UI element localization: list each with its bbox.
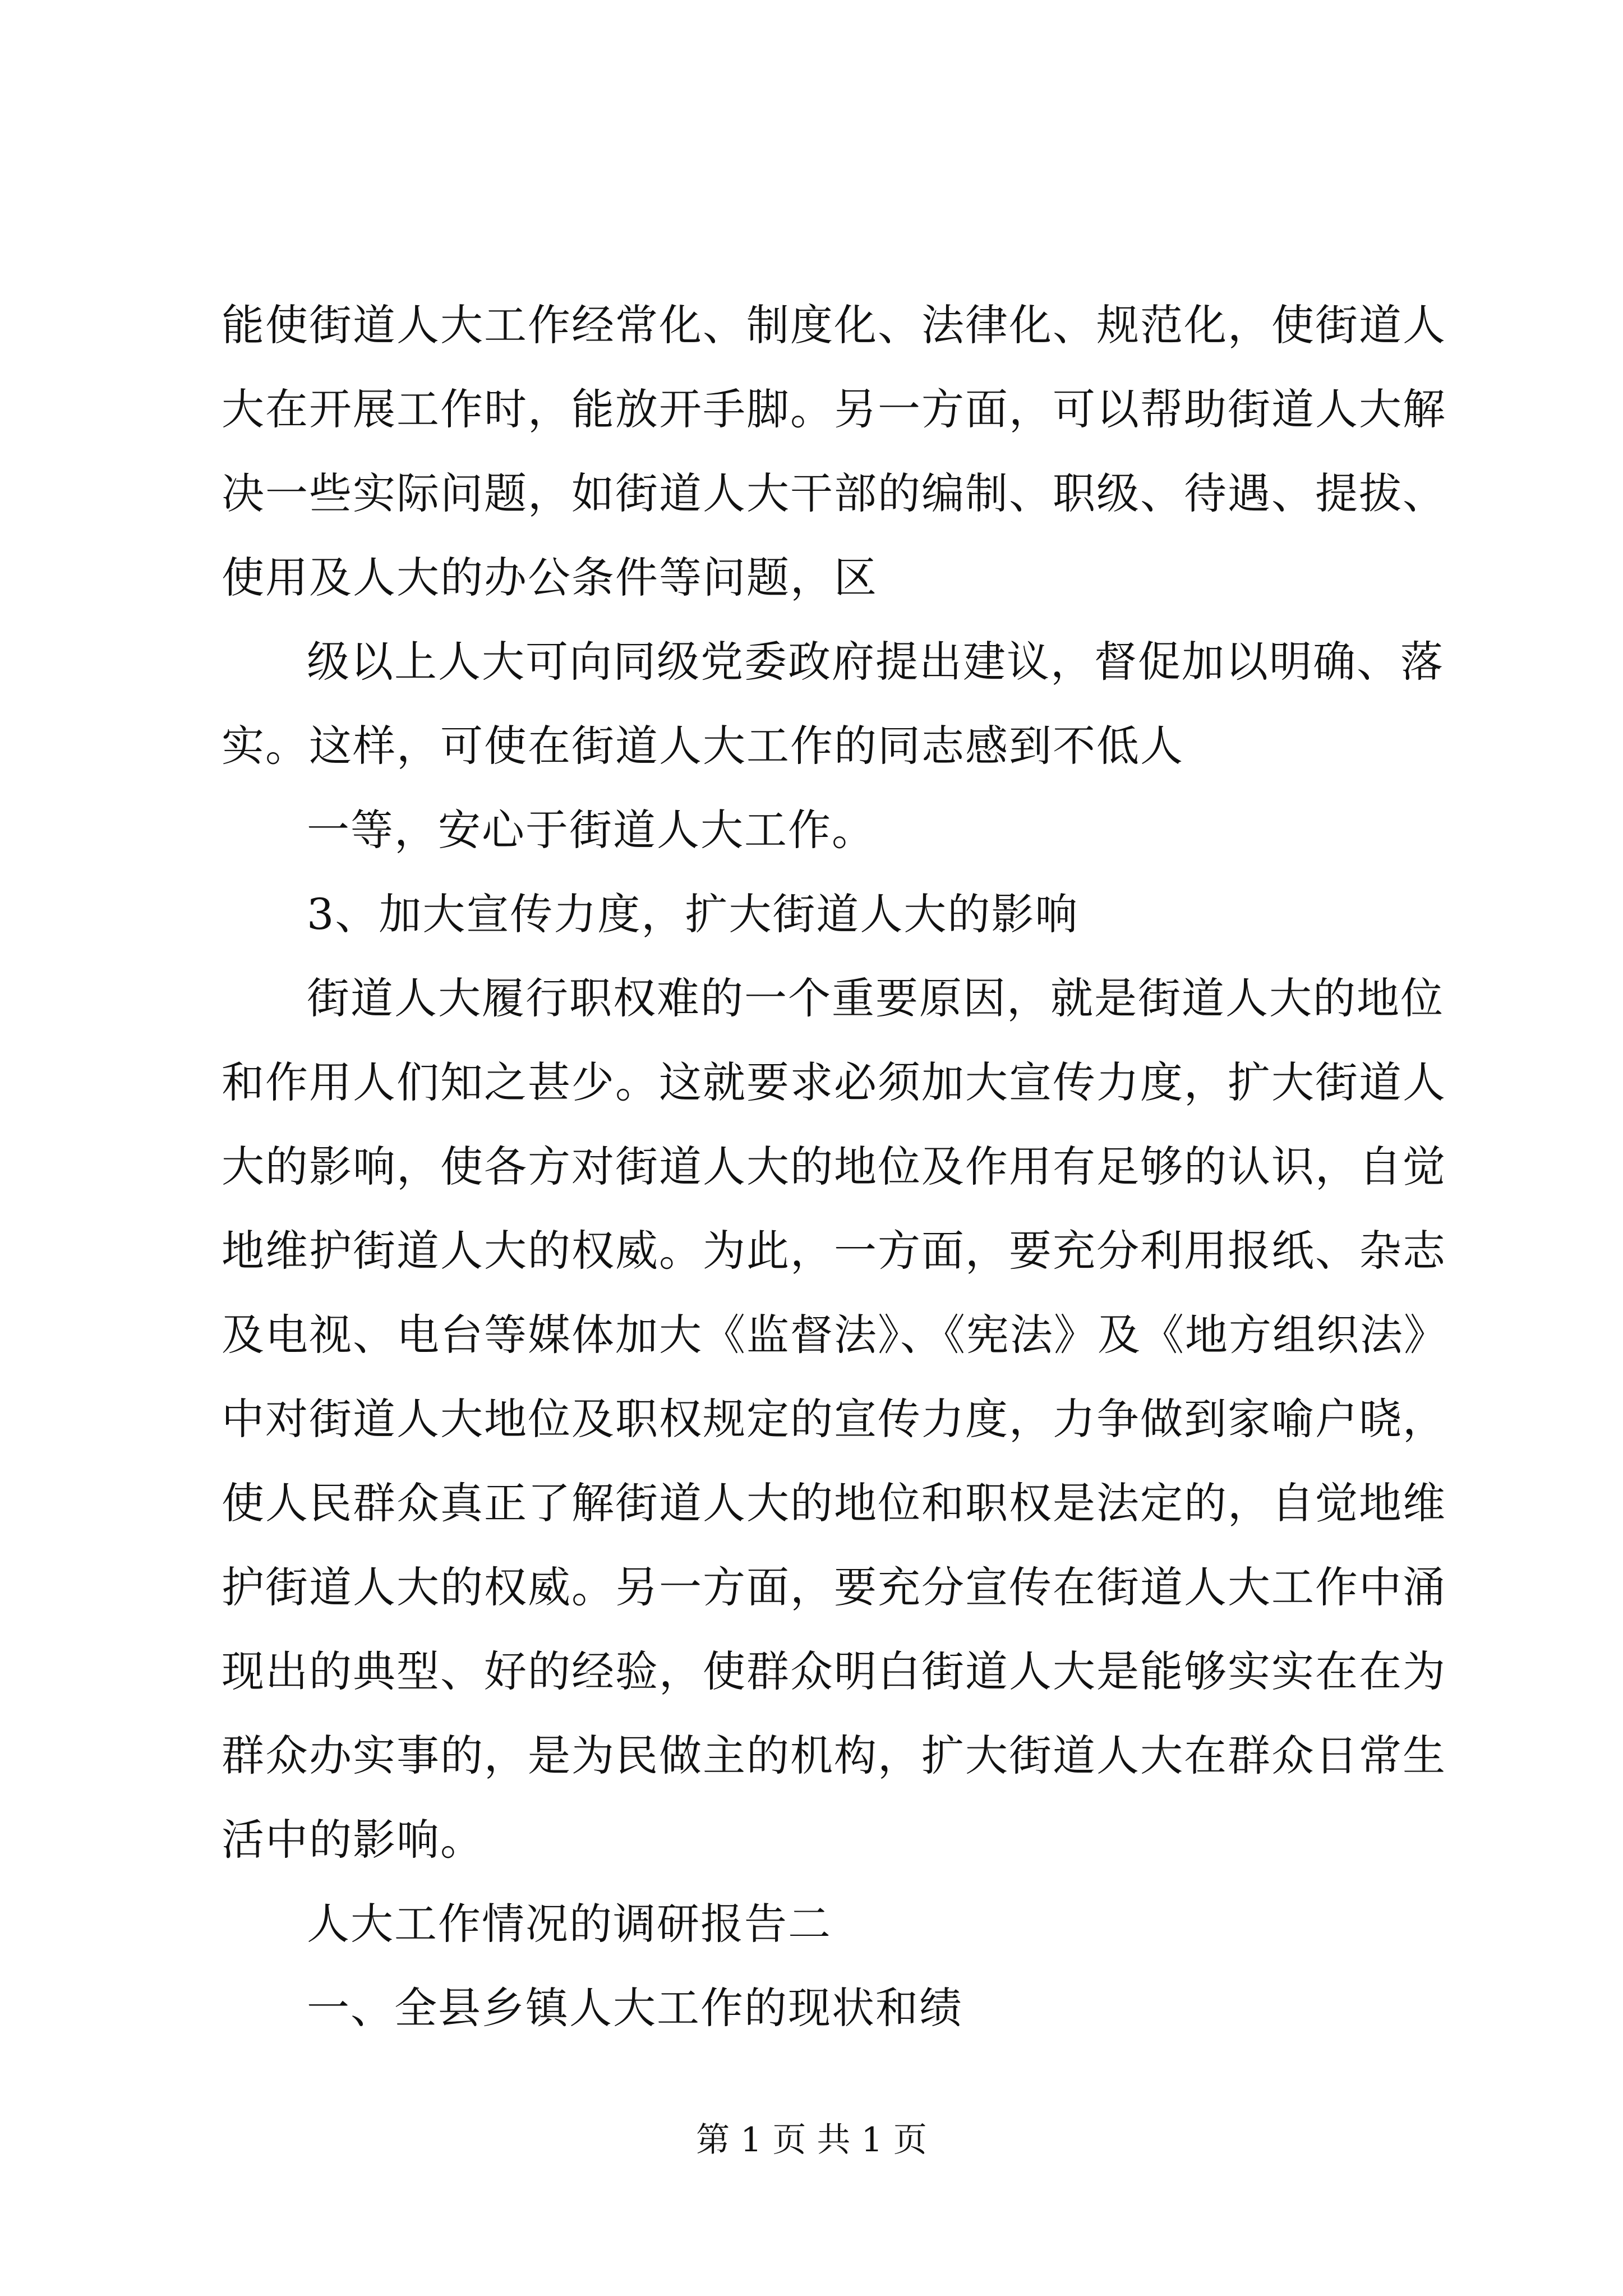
body-text [222,297,1447,2064]
text-line: 和作用人们知之甚少。这就要求必须加大宣传力度，扩大街道人 [222,1057,1446,1107]
text-line: 地维护街道人大的权威。为此，一方面，要充分利用报纸、杂志 [222,1226,1446,1276]
text-line: 使人民群众真正了解街道人大的地位和职权是法定的，自觉地维 [222,1478,1446,1528]
text-line: 护街道人大的权威。另一方面，要充分宣传在街道人大工作中涌 [222,1562,1446,1612]
text-line: 大的影响，使各方对街道人大的地位及作用有足够的认识，自觉 [222,1142,1446,1191]
text-line: 人大工作情况的调研报告二 [307,1899,832,1949]
text-line: 使用及人大的办公条件等问题，区 [222,553,878,602]
text-line: 级以上人大可向同级党委政府提出建议，督促加以明确、落 [307,637,1444,687]
text-line: 决一些实际问题，如街道人大干部的编制、职级、待遇、提拔、 [222,468,1446,518]
page-footer: 第 1 页 共 1 页 [696,2120,927,2160]
text-line: 实。这样，可使在街道人大工作的同志感到不低人 [222,721,1184,771]
text-line: 能使街道人大工作经常化、制度化、法律化、规范化，使街道人 [222,300,1446,350]
text-line: 及电视、电台等媒体加大《监督法》、《宪法》及《地方组织法》 [222,1310,1447,1360]
text-line: 中对街道人大地位及职权规定的宣传力度，力争做到家喻户晓， [222,1394,1446,1444]
text-line: 活中的影响。 [222,1815,484,1865]
text-line: 大在开展工作时，能放开手脚。另一方面，可以帮助街道人大解 [222,384,1446,434]
text-line: 街道人大履行职权难的一个重要原因，就是街道人大的地位 [307,973,1444,1023]
text-line: 现出的典型、好的经验，使群众明白街道人大是能够实实在在为 [222,1646,1446,1696]
text-line: 一、全县乡镇人大工作的现状和绩 [307,1983,963,2033]
text-line: 一等，安心于街道人大工作。 [307,805,875,855]
text-line: 群众办实事的，是为民做主的机构，扩大街道人大在群众日常生 [222,1731,1446,1780]
text-line: 3、加大宣传力度，扩大街道人大的影响 [307,889,1079,939]
